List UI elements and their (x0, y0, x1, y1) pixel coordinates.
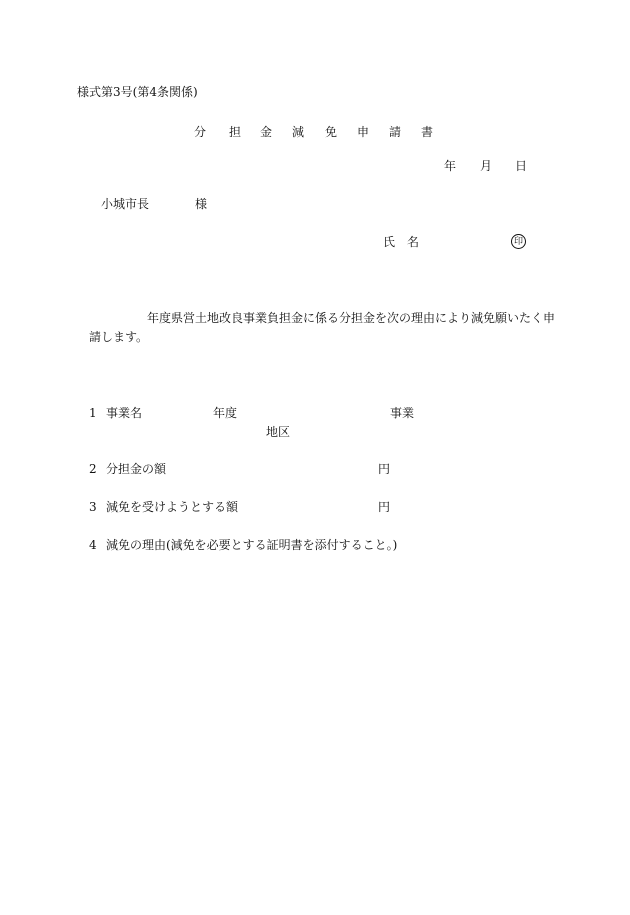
item-number: 2 (89, 462, 97, 476)
item-label: 減免を受けようとする額 (106, 500, 239, 514)
date-day: 日 (515, 159, 528, 173)
addressee-honorific: 様 (195, 197, 208, 211)
form-number-label: 様式第3号(第4条関係) (77, 85, 198, 99)
addressee-name: 小城市長 (101, 197, 150, 211)
title-char: 減 (292, 125, 305, 139)
title-char: 書 (421, 125, 434, 139)
item-number: 1 (89, 406, 97, 420)
date-month: 月 (480, 159, 493, 173)
item-nendo: 年度 (213, 406, 238, 420)
item-label: 事業名 (106, 406, 143, 420)
item-jigyo: 事業 (390, 406, 415, 420)
item-unit: 円 (378, 500, 391, 514)
title-char: 申 (357, 125, 370, 139)
item-label: 減免の理由(減免を必要とする証明書を添付すること。) (106, 538, 398, 552)
date-year: 年 (444, 159, 457, 173)
item-label: 分担金の額 (106, 462, 167, 476)
title-char: 免 (325, 125, 338, 139)
title-char: 金 (260, 125, 273, 139)
seal-mark: 印 (511, 234, 526, 249)
title-char: 担 (229, 125, 242, 139)
applicant-shi: 氏 (383, 235, 396, 249)
title-char: 請 (389, 125, 402, 139)
item-number: 3 (89, 500, 97, 514)
item-chiku: 地区 (266, 425, 291, 439)
title-char: 分 (194, 125, 207, 139)
request-line-2: 請します。 (89, 330, 149, 344)
applicant-mei: 名 (407, 235, 420, 249)
request-line-1: 年度県営土地改良事業負担金に係る分担金を次の理由により減免願いたく申 (147, 311, 556, 325)
item-unit: 円 (378, 462, 391, 476)
item-number: 4 (89, 538, 97, 552)
